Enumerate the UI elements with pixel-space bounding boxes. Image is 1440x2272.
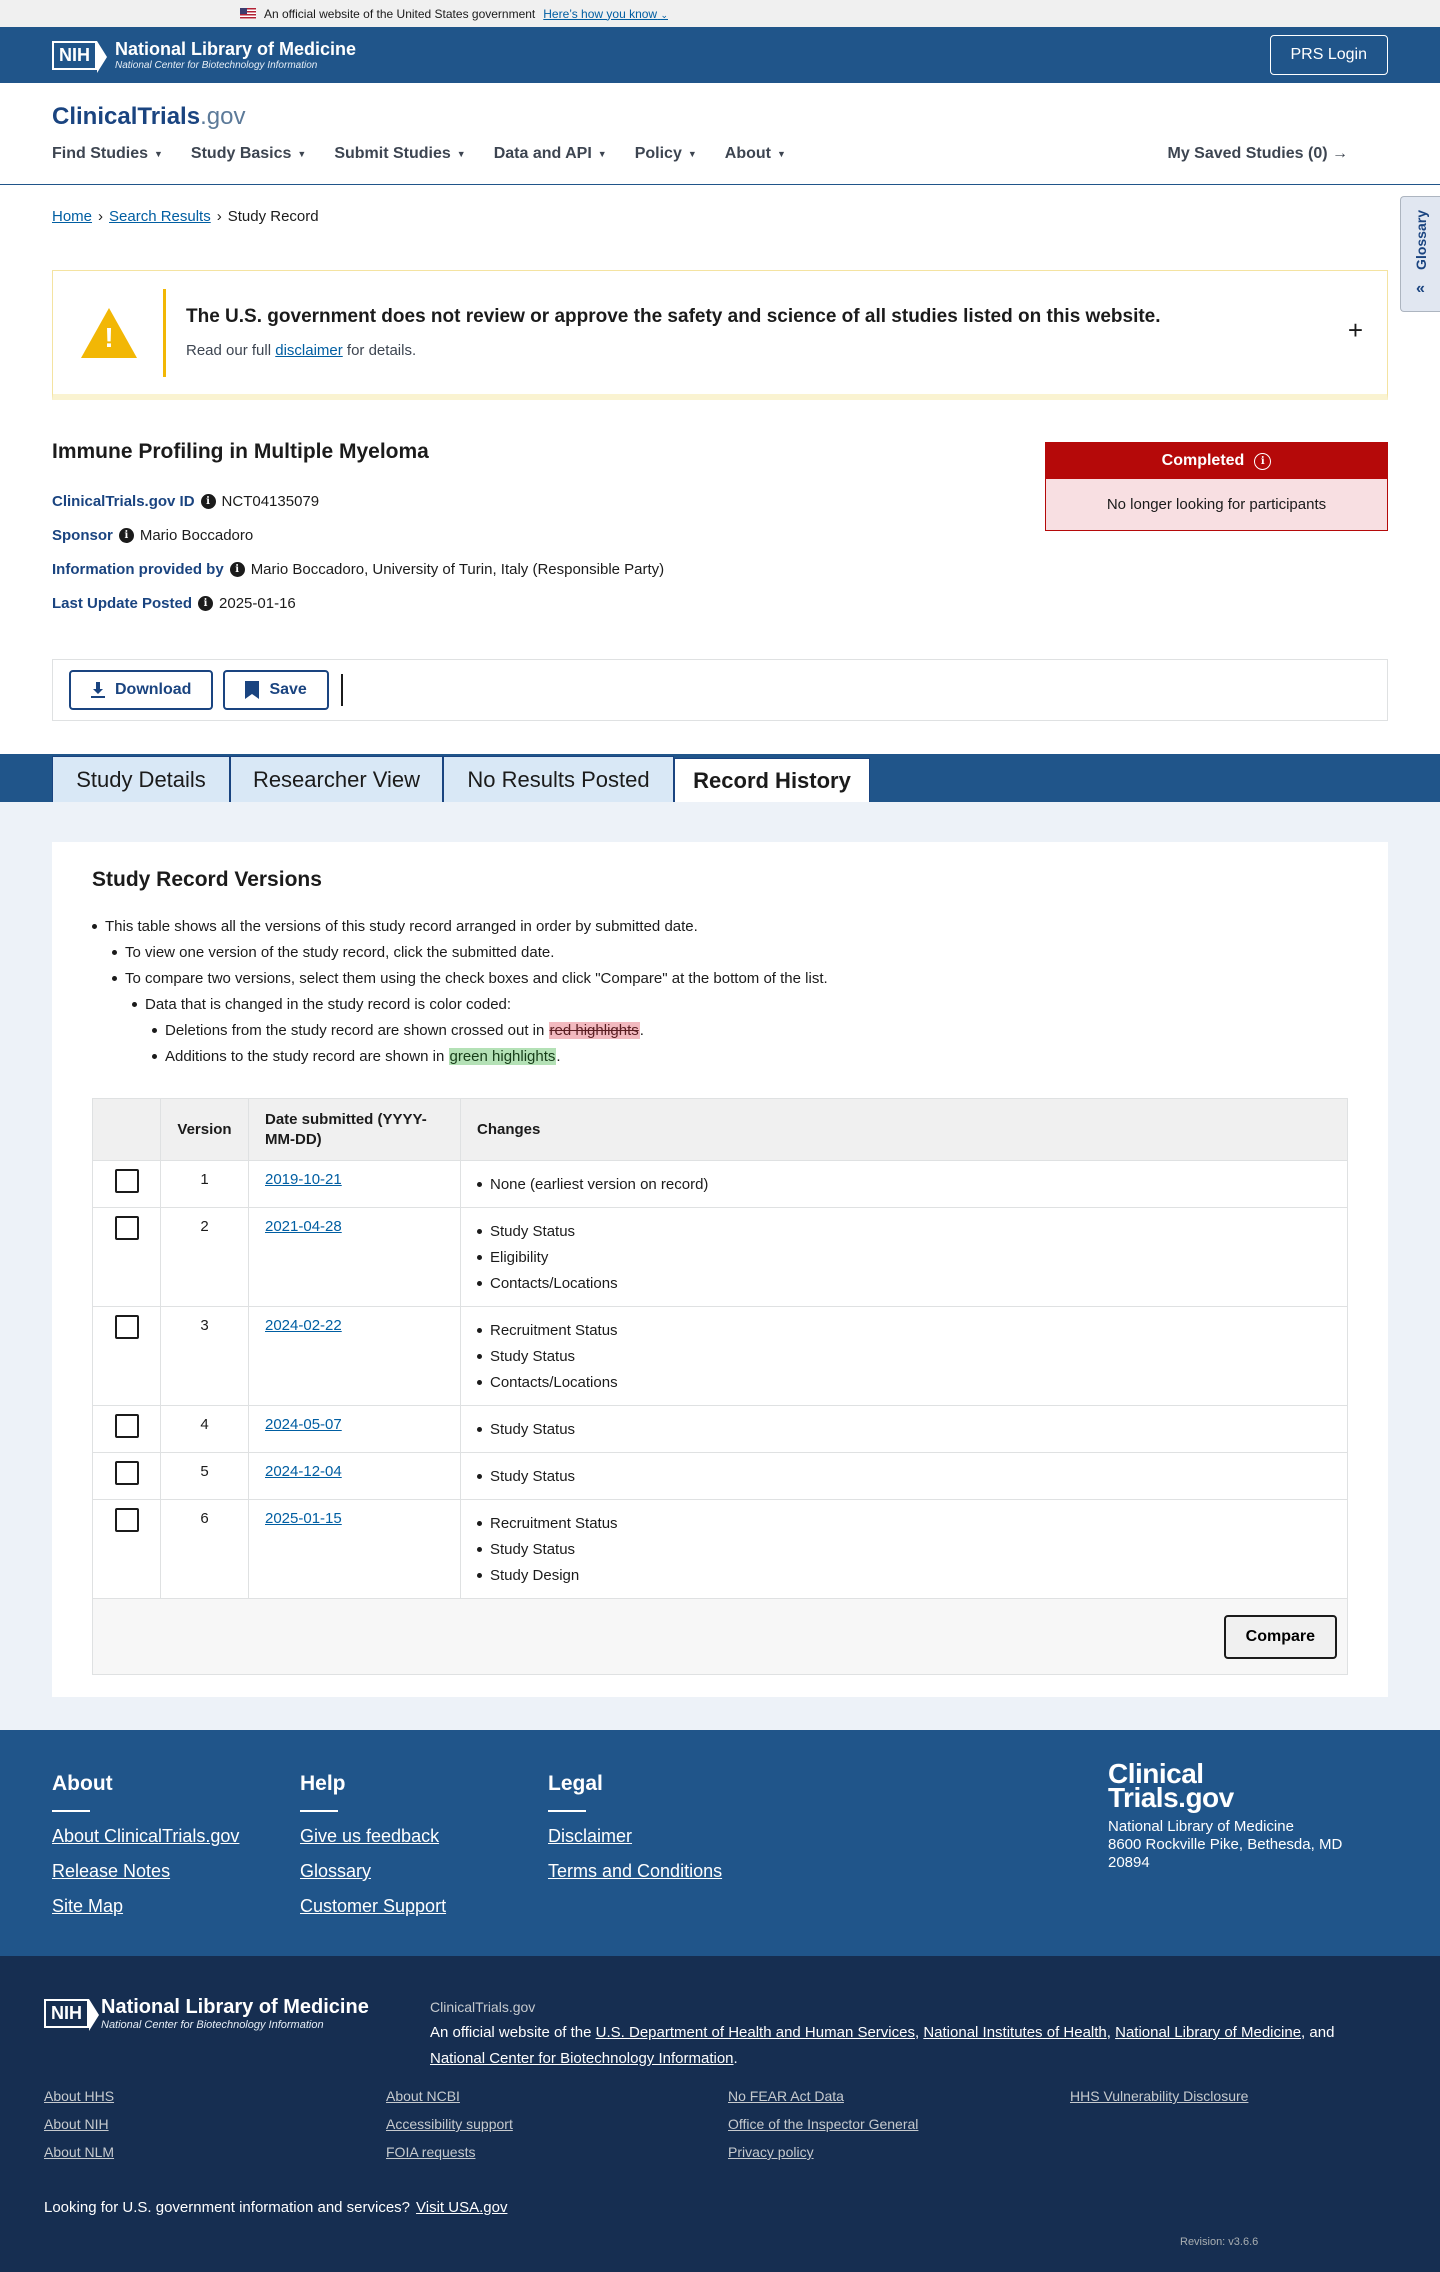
deletion-highlight-sample: red highlights [549, 1022, 639, 1039]
nih-logo-mark: NIH [52, 41, 97, 70]
tip-deletions: Deletions from the study record are shown crossed out in red highlights. [152, 1022, 644, 1039]
footer-link-accessibility[interactable]: Accessibility support [386, 2116, 513, 2132]
disclaimer-link[interactable]: disclaimer [275, 342, 343, 359]
version-date-link[interactable]: 2025-01-15 [265, 1510, 342, 1527]
chevron-down-icon: ▼ [776, 149, 786, 159]
download-button[interactable]: Download [69, 670, 213, 710]
footer-link-no-fear[interactable]: No FEAR Act Data [728, 2088, 844, 2104]
version-date-link[interactable]: 2024-05-07 [265, 1416, 342, 1433]
change-item: Contacts/Locations [477, 1369, 1331, 1395]
change-item: Recruitment Status [477, 1510, 1331, 1536]
footer-help-column [300, 1772, 446, 1931]
chevron-down-icon: ▼ [456, 149, 466, 159]
footer-link-privacy[interactable]: Privacy policy [728, 2144, 814, 2160]
table-row [93, 1307, 1348, 1406]
visit-usa-gov-link[interactable]: Visit USA.gov [416, 2199, 508, 2216]
breadcrumb-current: Study Record [227, 208, 319, 225]
footer-link-disclaimer[interactable]: Disclaimer [548, 1826, 633, 1846]
tab-researcher-view[interactable]: Researcher View [230, 756, 443, 802]
glossary-tab[interactable] [1400, 196, 1440, 312]
clinicaltrials-logo[interactable]: ClinicalTrials.gov [52, 103, 246, 130]
nav-find-studies[interactable]: Find Studies ▼ [52, 145, 163, 162]
recruitment-status-box [1045, 442, 1388, 531]
table-row [93, 1500, 1348, 1599]
footer-link-about-ct[interactable]: About ClinicalTrials.gov [52, 1826, 240, 1846]
chevron-right-icon: › [216, 208, 222, 225]
footer-agency [0, 1956, 1440, 2272]
footer-link-glossary[interactable]: Glossary [300, 1861, 372, 1881]
version-number: 4 [161, 1406, 249, 1453]
study-id-value: NCT04135079 [221, 493, 320, 510]
chevron-right-icon: › [98, 208, 104, 225]
chevron-down-icon: ▼ [297, 149, 307, 159]
usa-gov-line: Looking for U.S. government information and services? Visit USA.gov [44, 2199, 508, 2216]
footer-link-about-nih[interactable]: About NIH [44, 2116, 109, 2132]
footer-link-feedback[interactable]: Give us feedback [300, 1826, 440, 1846]
provided-by-value: Mario Boccadoro, University of Turin, Italy (Responsible Party) [250, 561, 665, 578]
nav-study-basics[interactable]: Study Basics ▼ [190, 145, 307, 162]
footer-link-about-ncbi[interactable]: About NCBI [386, 2088, 460, 2104]
tip-view: To view one version of the study record, click the submitted date. [112, 944, 554, 961]
info-icon[interactable]: i [230, 562, 245, 577]
change-item: Study Status [477, 1416, 1331, 1442]
link-hhs[interactable]: U.S. Department of Health and Human Services [595, 2024, 915, 2041]
footer-legal-heading: Legal [548, 1772, 603, 1795]
disclaimer-title: The U.S. government does not review or approve the safety and science of all studies listed on this website. [186, 306, 1161, 327]
footer-link-vulnerability[interactable]: HHS Vulnerability Disclosure [1070, 2088, 1249, 2104]
versions-table [92, 1098, 1348, 1675]
version-number: 1 [161, 1161, 249, 1208]
version-checkbox[interactable] [115, 1414, 139, 1438]
sponsor-row [52, 527, 253, 544]
footer-link-about-nlm[interactable]: About NLM [44, 2144, 115, 2160]
how-you-know-link[interactable]: Here’s how you know ⌄ [543, 6, 668, 21]
footer-link-foia[interactable]: FOIA requests [386, 2144, 476, 2160]
provided-by-label: Information provided by [52, 561, 224, 578]
version-number: 3 [161, 1307, 249, 1406]
change-item: Study Design [477, 1562, 1331, 1588]
action-bar [52, 659, 1388, 721]
my-saved-studies-link[interactable]: My Saved Studies (0) → [1167, 145, 1348, 162]
table-row [93, 1453, 1348, 1500]
table-header-row [93, 1099, 1348, 1161]
nih-header [0, 27, 1440, 83]
change-item: Study Status [477, 1343, 1331, 1369]
us-flag-icon [240, 8, 256, 19]
table-row [93, 1406, 1348, 1453]
status-badge: Completed i [1046, 443, 1387, 479]
version-date-link[interactable]: 2024-12-04 [265, 1463, 342, 1480]
footer-about-heading: About [52, 1772, 113, 1795]
glossary-label: Glossary [1412, 210, 1429, 270]
select-column-header [93, 1099, 161, 1161]
tip-color: Data that is changed in the study record is color coded: [132, 996, 511, 1013]
version-checkbox[interactable] [115, 1315, 139, 1339]
provided-by-row [52, 561, 664, 578]
breadcrumb-search-results[interactable]: Search Results [109, 208, 211, 225]
compare-button[interactable]: Compare [1224, 1615, 1337, 1659]
nav-submit-studies[interactable]: Submit Studies ▼ [334, 145, 466, 162]
ncbi-subtitle: National Center for Biotechnology Information [115, 60, 318, 71]
footer-official-info: ClinicalTrials.gov An official website of the U.S. Department of Health and Human Services, National Institutes of Health, National Library of Medicine, and National Center for Biotechnology Information. [430, 1999, 1335, 2067]
footer-help-heading: Help [300, 1772, 346, 1795]
disclaimer-text: Read our full disclaimer for details. [186, 342, 417, 359]
revision-label: Revision: v3.6.6 [1180, 2236, 1259, 2248]
footer-ct-logo[interactable]: Clinical Trials.gov [1108, 1758, 1234, 1813]
version-checkbox[interactable] [115, 1169, 139, 1193]
versions-title: Study Record Versions [92, 868, 322, 891]
gov-banner [0, 0, 1440, 27]
prs-login-button[interactable]: PRS Login [1270, 35, 1389, 75]
link-ncbi[interactable]: National Center for Biotechnology Information [430, 2050, 734, 2067]
sponsor-value: Mario Boccadoro [139, 527, 254, 544]
tab-study-details[interactable]: Study Details [52, 756, 230, 802]
footer-link-about-hhs[interactable]: About HHS [44, 2088, 115, 2104]
addition-highlight-sample: green highlights [449, 1048, 556, 1065]
chevron-down-icon: ⌄ [660, 9, 668, 20]
nih-logo-mark: NIH [44, 1999, 89, 2028]
nav-about[interactable]: About ▼ [724, 145, 786, 162]
change-item: Eligibility [477, 1244, 1331, 1270]
date-column-header: Date submitted (YYYY-MM-DD) [249, 1099, 461, 1161]
study-record-versions-card [52, 842, 1388, 1697]
version-number: 6 [161, 1500, 249, 1599]
link-nih[interactable]: National Institutes of Health [923, 2024, 1107, 2041]
study-id-row [52, 493, 319, 510]
change-item: Study Status [477, 1463, 1331, 1489]
link-nlm[interactable]: National Library of Medicine [1115, 2024, 1302, 2041]
version-checkbox[interactable] [115, 1216, 139, 1240]
save-button[interactable]: Save [223, 670, 328, 710]
breadcrumb-home[interactable]: Home [52, 208, 93, 225]
footer-address: National Library of Medicine 8600 Rockville Pike, Bethesda, MD 20894 [1108, 1818, 1343, 1871]
change-item: Study Status [477, 1218, 1331, 1244]
version-date-link[interactable]: 2021-04-28 [265, 1218, 342, 1235]
last-update-value: 2025-01-16 [219, 595, 296, 612]
change-item: Study Status [477, 1536, 1331, 1562]
footer-link-terms[interactable]: Terms and Conditions [548, 1861, 723, 1881]
study-id-label: ClinicalTrials.gov ID [52, 493, 195, 510]
tip-compare: To compare two versions, select them using the check boxes and click "Compare" at the bottom of the list. [112, 970, 828, 987]
nav-policy[interactable]: Policy ▼ [634, 145, 697, 162]
sponsor-label: Sponsor [52, 527, 113, 544]
download-icon [91, 682, 105, 698]
gov-banner-text: An official website of the United States government [264, 6, 536, 21]
version-date-link[interactable]: 2019-10-21 [265, 1171, 342, 1188]
status-detail: No longer looking for participants [1046, 479, 1387, 530]
versions-intro: This table shows all the versions of this study record arranged in order by submitted date. [92, 918, 698, 935]
footer-legal-column [548, 1772, 722, 1896]
study-tabs [0, 754, 1440, 802]
info-icon[interactable]: i [1254, 453, 1271, 470]
compare-row [93, 1599, 1348, 1675]
footer-nlm-logo[interactable]: NIH National Library of Medicine National Center for Biotechnology Information [44, 1996, 369, 2031]
version-checkbox[interactable] [115, 1508, 139, 1532]
disclaimer-banner [52, 270, 1388, 400]
version-number: 2 [161, 1208, 249, 1307]
version-date-link[interactable]: 2024-02-22 [265, 1317, 342, 1334]
tip-additions: Additions to the study record are shown in green highlights. [152, 1048, 561, 1065]
last-update-row [52, 595, 296, 612]
info-icon[interactable]: i [201, 494, 216, 509]
info-icon[interactable]: i [119, 528, 134, 543]
tab-record-history[interactable]: Record History [674, 758, 870, 802]
footer-about-column [52, 1772, 239, 1931]
last-update-label: Last Update Posted [52, 595, 193, 612]
version-column-header: Version [161, 1099, 249, 1161]
chevron-down-icon: ▼ [597, 149, 607, 159]
version-checkbox[interactable] [115, 1461, 139, 1485]
footer-link-inspector-general[interactable]: Office of the Inspector General [728, 2116, 919, 2132]
main-nav [52, 145, 786, 163]
expand-plus-icon[interactable]: + [1347, 315, 1363, 345]
site-header [0, 83, 1440, 185]
bookmark-icon [245, 681, 259, 699]
arrow-right-icon: → [1332, 145, 1348, 162]
study-title: Immune Profiling in Multiple Myeloma [52, 440, 429, 463]
version-number: 5 [161, 1453, 249, 1500]
double-chevron-left-icon: « [1416, 279, 1425, 297]
info-icon[interactable]: i [198, 596, 213, 611]
table-row [93, 1161, 1348, 1208]
table-row [93, 1208, 1348, 1307]
footer-main [0, 1730, 1440, 1956]
change-item: Contacts/Locations [477, 1270, 1331, 1296]
changes-column-header: Changes [461, 1099, 1348, 1161]
warning-icon: ! [81, 308, 137, 358]
footer-link-site-map[interactable]: Site Map [52, 1896, 124, 1916]
footer-link-customer-support[interactable]: Customer Support [300, 1896, 447, 1916]
chevron-down-icon: ▼ [154, 149, 163, 159]
nlm-logo[interactable] [52, 39, 356, 71]
nlm-title: National Library of Medicine [115, 39, 357, 59]
tab-no-results-posted[interactable]: No Results Posted [443, 756, 674, 802]
breadcrumb [52, 208, 319, 225]
footer-brand [1108, 1758, 1343, 1872]
change-item: None (earliest version on record) [477, 1171, 1331, 1197]
chevron-down-icon: ▼ [687, 149, 697, 159]
change-item: Recruitment Status [477, 1317, 1331, 1343]
footer-link-release-notes[interactable]: Release Notes [52, 1861, 171, 1881]
nav-data-api[interactable]: Data and API ▼ [493, 145, 607, 162]
